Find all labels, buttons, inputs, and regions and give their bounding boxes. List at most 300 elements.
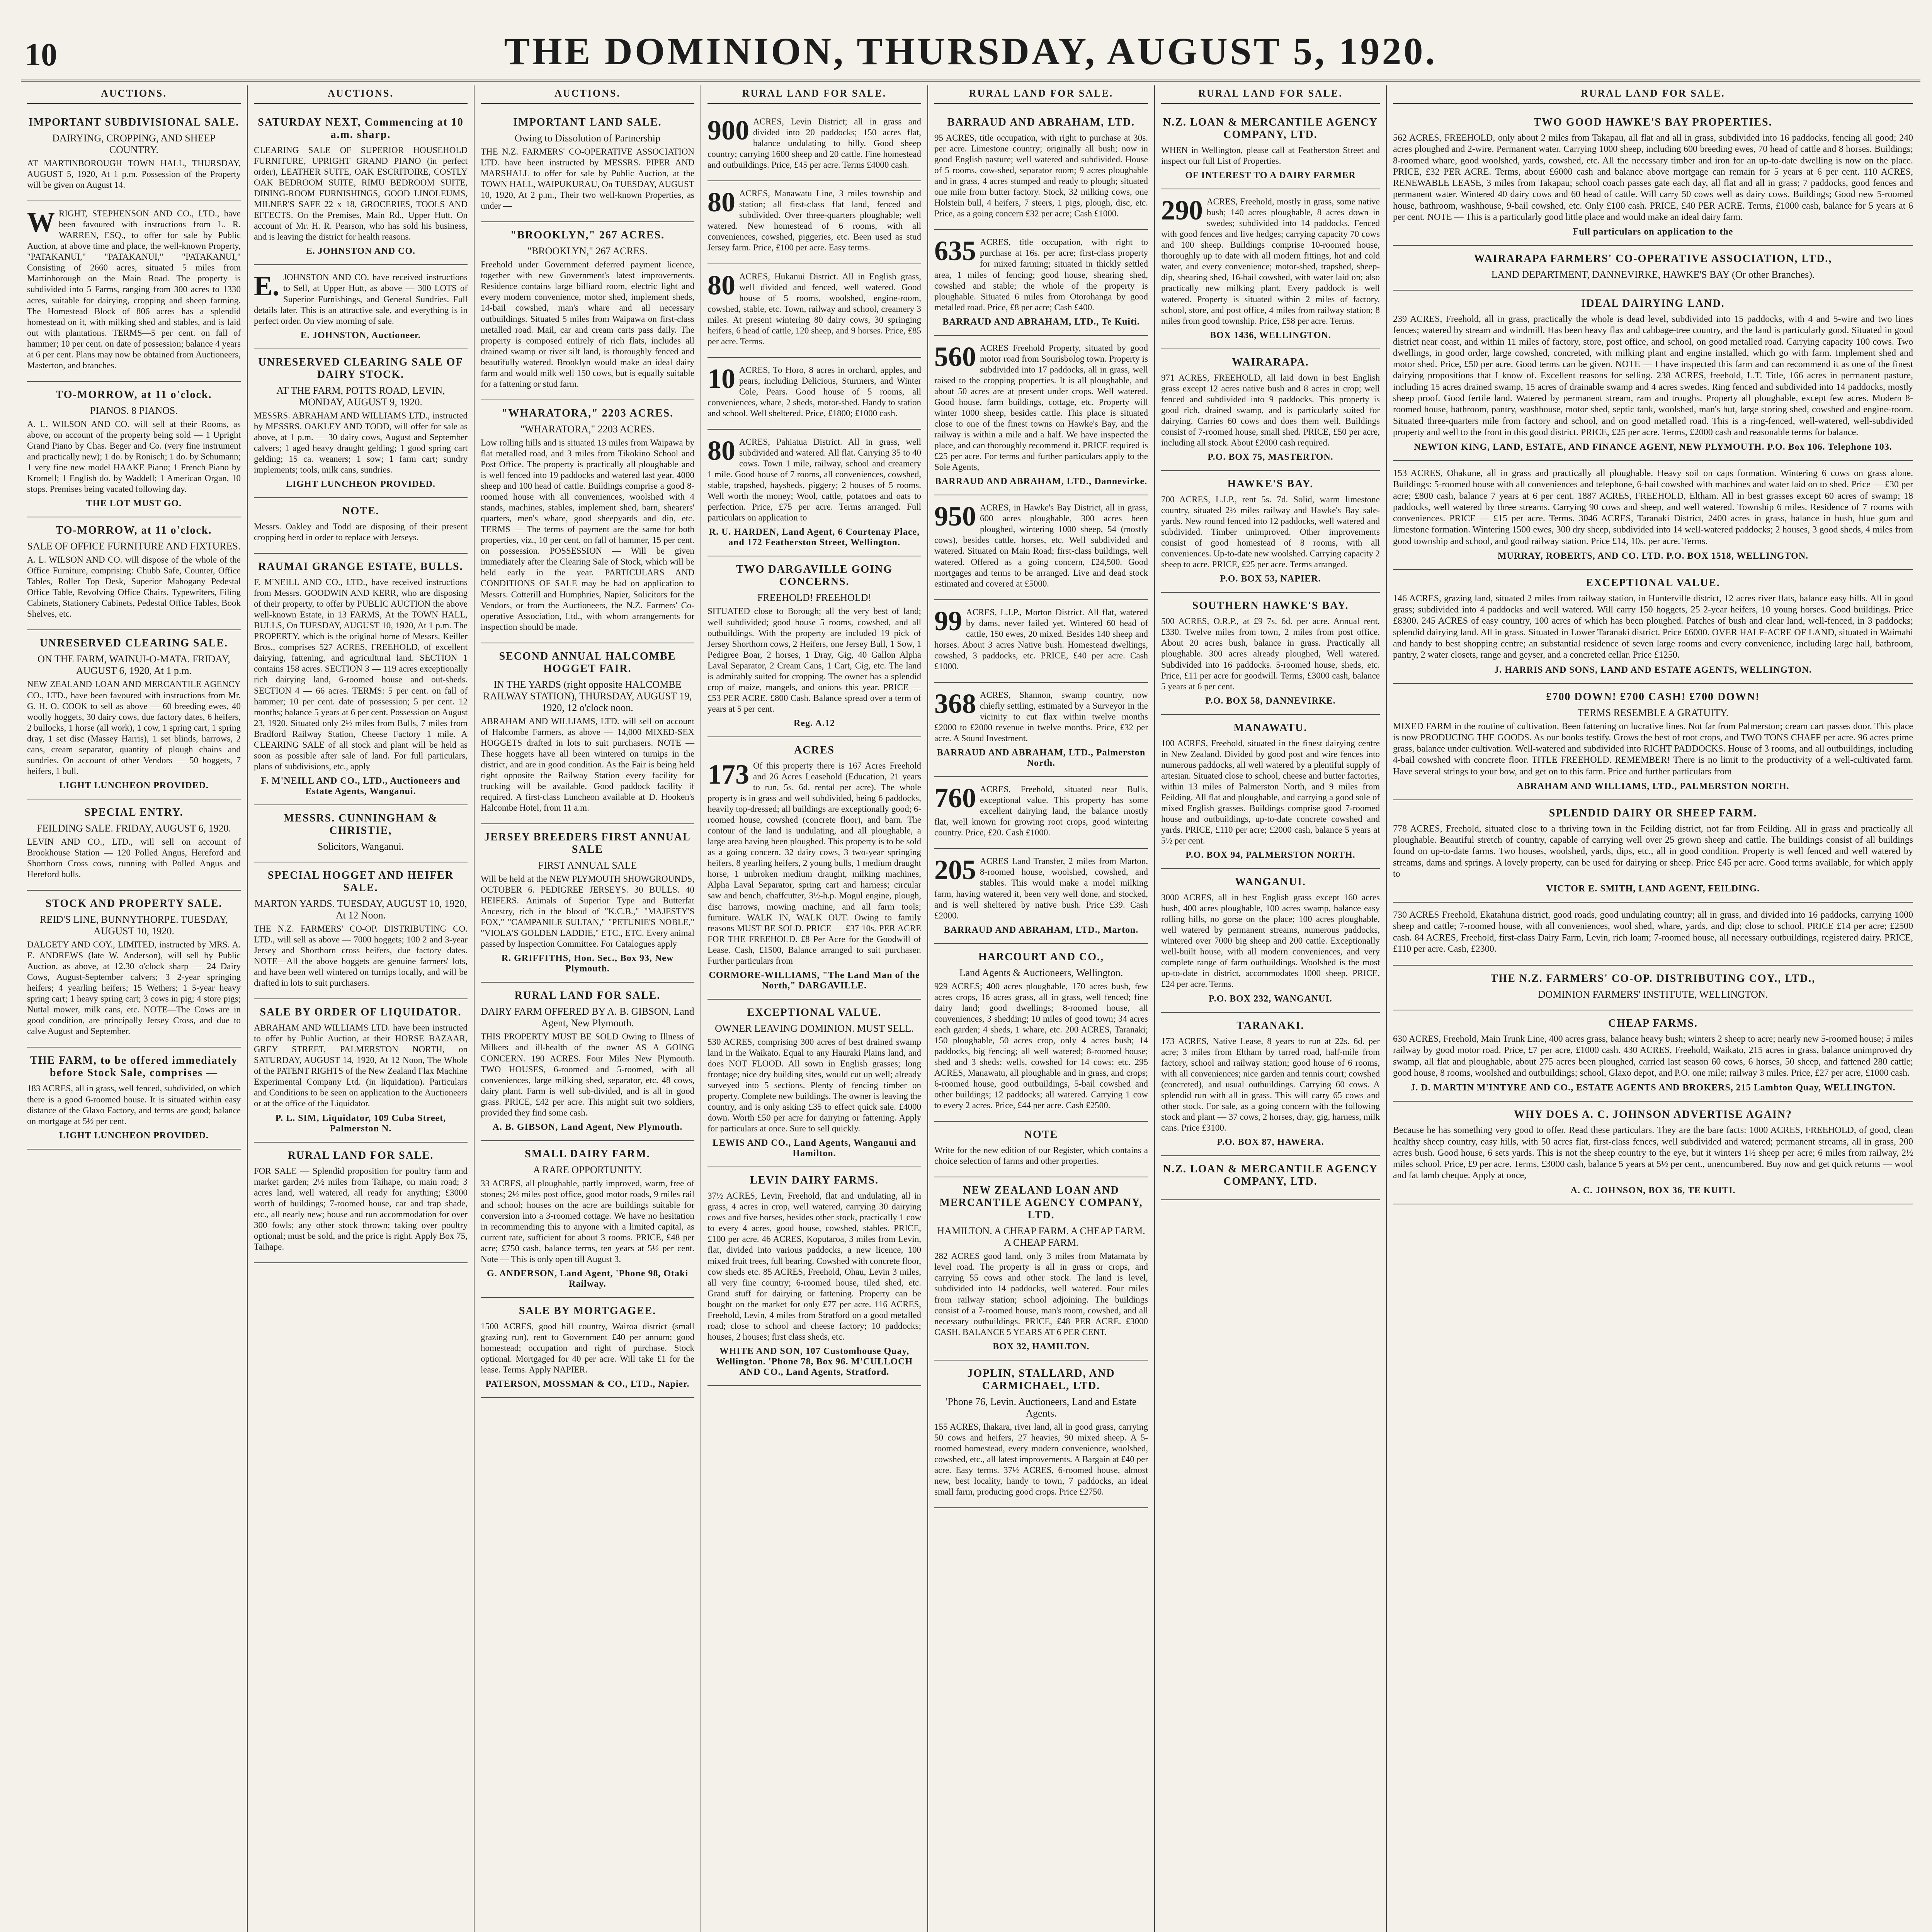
advertisement	[481, 983, 694, 1141]
ad-title: IMPORTANT LAND SALE.	[513, 116, 662, 128]
ad-body-text: ACRES, Levin District; all in grass and divided into 20 paddocks; 150 acres flat, balance undulating to hilly. Good sheep country; carrying 1600 sheep and 20 cattle. Fine homestead and outbuildings. Price, £45 per acre. Terms £4000 cash.	[707, 117, 921, 170]
ad-subtitle: REID'S LINE, BUNNYTHORPE. TUESDAY, AUGUST 10, 1920.	[40, 914, 228, 937]
ad-body	[27, 554, 241, 619]
ad-subtitle: A RARE OPPORTUNITY.	[533, 1164, 642, 1175]
ad-signature: P. L. SIM, Liquidator, 109 Cuba Street, Palmerston N.	[275, 1113, 446, 1134]
advertisement	[27, 1048, 241, 1149]
newspaper-title: THE DOMINION, THURSDAY, AUGUST 5, 1920.	[504, 30, 1437, 73]
ad-body	[254, 923, 468, 988]
ad-body	[934, 133, 1148, 219]
ad-body-text: 33 ACRES, all ploughable, partly improved, warm, free of stones; 2½ miles post office, good motor roads, 9 miles rail and school; houses on the acre are buildings suitable for conversion into a 3-roomed cottage. We have no hesitation in recommending this to anyone with a limited capital, as current rate, sufficient for about 3 rooms. PRICE, £48 per acre; £750 cash, balance terms, ten years at 5½ per cent. Note — This is only open till August 3.	[481, 1178, 694, 1264]
ad-body-text: 3000 ACRES, all in best English grass except 160 acres bush, 400 acres ploughable, 100 acres swamp, balance easy rolling hills, no gorse on the place; 100 acres ploughable, well watered by permanent streams, numerous paddocks, wintered over 7000 big sheep and 200 cattle. Exceptionally well-built house, with all modern conveniences, and very complete range of farm outbuildings. Woolshed is the most up-to-date in district, accommodates 1000 sheep. PRICE, £24 per acre. Terms.	[1161, 893, 1380, 989]
ad-body	[1393, 721, 1913, 777]
ad-signature: P.O. BOX 58, DANNEVIRKE.	[1205, 696, 1336, 706]
ad-signature: G. ANDERSON, Land Agent, 'Phone 98, Otaki Railway.	[486, 1269, 689, 1289]
column-heading: AUCTIONS.	[254, 85, 468, 104]
ad-body	[254, 145, 468, 242]
ad-lead-figure: 10	[707, 363, 735, 394]
ad-signature: CORMORE-WILLIAMS, "The Land Man of the North," DARGAVILLE.	[709, 970, 920, 991]
ad-title: IMPORTANT SUBDIVISIONAL SALE.	[28, 116, 240, 128]
ad-title: THE N.Z. FARMERS' CO-OP. DISTRIBUTING COY., LTD.,	[1490, 973, 1816, 985]
ad-title: IDEAL DAIRYING LAND.	[1581, 298, 1725, 310]
advertisement	[1393, 684, 1913, 800]
ad-subtitle: "WHARATORA," 2203 ACRES.	[520, 423, 655, 435]
ad-lead-figure: 80	[707, 269, 735, 301]
advertisement	[934, 849, 1148, 944]
ad-signature: Full particulars on application to the	[1573, 227, 1733, 237]
ad-body-text: JOHNSTON AND CO. have received instructions to Sell, at Upper Hutt, as above — 300 LOTS of Superior Furnishings, and General Sundries. Full details later. This is an attractive sale, and everything is in perfect order. On view morning of sale.	[254, 272, 468, 326]
ad-signature: NEWTON KING, LAND, ESTATE, AND FINANCE AGENT, NEW PLYMOUTH. P.O. Box 106. Telephone 103.	[1414, 442, 1892, 452]
ad-title: SPECIAL HOGGET AND HEIFER SALE.	[267, 869, 454, 894]
ad-body	[27, 679, 241, 776]
ad-body-text: WHEN in Wellington, please call at Featherston Street and inspect our full List of Properties.	[1161, 145, 1380, 166]
ad-body-text: A. L. WILSON AND CO. will dispose of the whole of the Office Furniture, comprising: Chubb Safe, Counter, Office Tables, Roller Top Desk, Superior Mahogany Pedestal Office Table, Revolving Office Chairs, Typewriters, Filing Cabinets, Stationery Cabinets, Pedestal Office Tables, Book Shelves, etc.	[27, 555, 241, 619]
ad-body-text: CLEARING SALE OF SUPERIOR HOUSEHOLD FURNITURE, UPRIGHT GRAND PIANO (in perfect order), LEATHER SUITE, OAK ESCRITOIRE, COSTLY OAK BEDROOM SUITE, RIMU BEDROOM SUITE, DINING-ROOM FURNISHINGS, GOOD LINOLEUMS, MILNER'S SAFE 22 x 18, GROCERIES, TOOLS AND EFFECTS. On the Premises, Main Rd., Upper Hutt. On account of Mr. H. R. Pearson, who has sold his business, and is leaving the district for health reasons.	[254, 145, 468, 242]
ad-title: RURAL LAND FOR SALE.	[514, 990, 661, 1002]
ad-title: SMALL DAIRY FARM.	[525, 1148, 650, 1160]
column-4	[701, 85, 928, 1932]
ad-title: N.Z. LOAN & MERCANTILE AGENCY COMPANY, LTD.	[1163, 116, 1378, 141]
column-heading: AUCTIONS.	[27, 85, 241, 104]
ad-body	[934, 502, 1148, 589]
ad-signature: LIGHT LUNCHEON PROVIDED.	[59, 780, 209, 791]
advertisement	[481, 400, 694, 643]
ad-body-text: ACRES, Freehold, situated near Bulls, exceptional value. This property has some excellent dairying land, the balance mostly flat, well known for growing root crops, good wintering country. Price, £20. Cash £1000.	[934, 784, 1148, 838]
ad-body-text: ACRES, Freehold, mostly in grass, some native bush; 140 acres ploughable, 8 acres down in swedes; subdivided into 14 paddocks. Fenced with good fences and live hedges; carrying capacity 70 cows and 100 sheep. Buildings comprise 10-roomed house, thoroughly up to date with all modern fittings, hot and cold water, and every convenience; motor-shed, trapshed, sheep-dip, shearing shed, 16-bail cowshed, with water laid on; also practically new milking plant. Every paddock is well watered. Property is situated within 2 miles of factory, school, store, and post office, 4 miles from railway station; 8 miles from good township. Price, £58 per acre. Terms.	[1161, 197, 1380, 326]
ad-body-text: THE N.Z. FARMERS' CO-OP. DISTRIBUTING CO. LTD., will sell as above — 7000 hoggets; 100 2 and 3-year Jersey and Shorthorn cross heifers, due factory dates. NOTE—All the above hoggets are genuine farmers' lots, and have been well wintered on turnips locally, and will be drafted in lots to suit purchasers.	[254, 923, 468, 988]
ad-body	[1161, 494, 1380, 570]
ad-body	[27, 837, 241, 880]
ad-body	[1161, 372, 1380, 448]
ad-subtitle: DAIRYING, CROPPING, AND SHEEP COUNTRY.	[52, 133, 216, 155]
column-5	[928, 85, 1155, 1932]
ad-body	[1161, 145, 1380, 167]
ad-title: TWO GOOD HAWKE'S BAY PROPERTIES.	[1534, 116, 1772, 128]
ad-body	[481, 259, 694, 389]
ad-body-text: Of this property there is 167 Acres Freehold and 26 Acres Leasehold (Education, 21 years to run, 5s. 6d. rental per acre). The whole property is in grass and well subdivided, being 6 paddocks, heavily top-dressed; all buildings are exceptionally good; 6-roomed house, cowshed (concrete floor), and barn. The contour of the land is undulating, and all ploughable, a large area having been ploughed. This property is to be sold as a going concern. 32 dairy cows, 3 two-year springing heifers, 8 yearling heifers, 2 young bulls, 1 medium draught horse, 1 unbroken medium draught, milking machines, Alpha Laval Separator, spring cart and harness; circular saw and bench, chaffcutter, 3½-h.p. Mogul engine, plough, disc harrows, mowing machine, and all farm tools; furniture. WALK IN, WALK OUT. Owing to family reasons MUST BE SOLD. PRICE — £37 10s. PER ACRE FOR THE FREEHOLD. £8 Per Acre for the Goodwill of Lease. Cash, £1500, Balance arranged to suit purchaser. Further particulars from	[707, 760, 921, 966]
ad-body-text: F. M'NEILL AND CO., LTD., have received instructions from Messrs. GOODWIN AND KERR, who are disposing of their property, to offer by PUBLIC AUCTION the above well-known Estate, in 13 FARMS, At the TOWN HALL, BULLS, On TUESDAY, AUGUST 10, 1920, At 1 p.m. The PROPERTY, which is the original home of Messrs. Keiller Bros., comprises 527 ACRES, FREEHOLD, of excellent dairying, fattening, and agricultural land. SECTION 1 contains 158 acres. SECTION 3 — 119 acres exceptionally rich dairying land, 6-roomed house and out-sheds. SECTION 4 — 66 acres. TERMS: 5 per cent. on fall of hammer; 10 per cent. date of possession; 5 per cent. 12 months; balance 5 years at 6 per cent. Possession on August 23, 1920. Situated only 2½ miles from Bulls, 7 miles from Bradford Railway Station, Cheese Factory 1 mile. A CLEARING SALE of all stock and plant will be held as soon as possible after sale of land. For full particulars, plans of subdivisions, etc., apply	[254, 577, 468, 771]
column-heading: AUCTIONS.	[481, 85, 694, 104]
ad-signature: BARRAUD AND ABRAHAM, LTD., Palmerston North.	[937, 748, 1146, 769]
ad-body	[481, 716, 694, 813]
ad-title: JERSEY BREEDERS FIRST ANNUAL SALE	[484, 831, 691, 856]
ad-body-text: ACRES, in Hawke's Bay District, all in grass, 600 acres ploughable, 300 acres been ploughed, wintering 1000 sheep, 54 (mostly cows), besides cattle, horses, etc. Well subdivided and watered. Situated on Main Road; first-class buildings, well watered. Offered as a going concern, £24,500. Good mortgages and terms to be arranged. Live and dead stock estimated and covered at £5000.	[934, 503, 1148, 588]
column-1	[21, 85, 248, 1932]
ad-title: TO-MORROW, at 11 o'clock.	[56, 388, 212, 401]
ad-body-text: ACRES, To Horo, 8 acres in orchard, apples, and pears, including Delicious, Sturmers, and Winter Cole, Pears. Good house of 5 rooms, all conveniences, whare, 2 sheds, motor-shed. Handy to station and school. Well sheltered. Price, £1800; £1000 cash.	[707, 365, 921, 418]
ad-lead-figure: E.	[254, 270, 280, 302]
ad-body-text: AT MARTINBOROUGH TOWN HALL, THURSDAY, AUGUST 5, 1920, At 1 p.m. Possession of the Property will be given on August 14.	[27, 158, 241, 190]
ad-subtitle: IN THE YARDS (right opposite HALCOMBE RAILWAY STATION), THURSDAY, AUGUST 19, 1920, 12 o'clock noon.	[483, 679, 692, 713]
ad-body	[1393, 468, 1913, 547]
advertisement	[1393, 246, 1913, 291]
ad-subtitle: Land Agents & Auctioneers, Wellington.	[959, 967, 1123, 978]
ad-signature: J. HARRIS AND SONS, LAND AND ESTATE AGENTS, WELLINGTON.	[1494, 665, 1812, 675]
advertisement	[1161, 593, 1380, 714]
ad-body	[934, 237, 1148, 313]
ad-title: SECOND ANNUAL HALCOMBE HOGGET FAIR.	[499, 650, 676, 675]
ad-subtitle: LAND DEPARTMENT, DANNEVIRKE, HAWKE'S BAY (Or other Branches).	[1491, 269, 1815, 281]
ad-signature: THE LOT MUST GO.	[86, 498, 182, 509]
ad-body	[1393, 314, 1913, 438]
ad-subtitle: 'Phone 76, Levin. Auctioneers, Land and Estate Agents.	[946, 1396, 1137, 1419]
advertisement	[707, 264, 921, 358]
ad-body	[1161, 1036, 1380, 1133]
ad-body-text: SITUATED close to Borough; all the very best of land; well subdivided; good house 5 rooms, cowshed, and all outbuildings. With the property are included 19 pick of Jersey Shorthorn cows, 2 Heifers, one Jersey Bull, 1 Sow, 1 Pedigree Boar, 2 horses, 1 Dray, Gig, 40 Gallon Alpha Laval Separator, 2 Cream Cans, 1 Cart, Gig, etc. The land is admirably suited for cropping. The owner has a splendid crop of maize, mangels, and onions this year. PRICE — £53 PER ACRE. £800 Cash. Balance spread over a term of years at 5 per cent.	[707, 606, 921, 714]
ad-body	[27, 158, 241, 190]
ad-subtitle: TERMS RESEMBLE A GRATUITY.	[1577, 707, 1729, 718]
ad-body-text: 700 ACRES, L.I.P., rent 5s. 7d. Solid, warm limestone country, situated 2½ miles railway and Hawke's Bay sale-yards. New round fenced into 12 paddocks, well watered and subdivided. Timber unimproved. Other improvements consist of good homestead of 8 rooms, with all conveniences. Up-to-date new woolshed. Carrying capacity 2 sheep to acre. PRICE, £25 per acre. Terms arranged.	[1161, 494, 1380, 570]
advertisement	[254, 862, 468, 999]
ad-body	[707, 1037, 921, 1134]
advertisement	[1393, 1010, 1913, 1102]
ad-title: JOPLIN, STALLARD, AND CARMICHAEL, LTD.	[967, 1367, 1115, 1392]
ad-title: SATURDAY NEXT, Commencing at 10 a.m. sharp.	[258, 116, 464, 141]
ad-title: WHY DOES A. C. JOHNSON ADVERTISE AGAIN?	[1514, 1109, 1793, 1121]
ad-title: STOCK AND PROPERTY SALE.	[45, 898, 223, 910]
ad-title: BARRAUD AND ABRAHAM, LTD.	[947, 116, 1135, 128]
advertisement	[1393, 109, 1913, 246]
ad-signature: ABRAHAM AND WILLIAMS, LTD., PALMERSTON NORTH.	[1517, 781, 1789, 791]
advertisement	[27, 517, 241, 630]
ad-body	[27, 419, 241, 495]
ad-title: SALE BY MORTGAGEE.	[519, 1305, 656, 1317]
advertisement	[934, 1177, 1148, 1360]
ad-title: HAWKE'S BAY.	[1227, 478, 1314, 490]
ad-body-text: 1500 ACRES, good hill country, Wairoa district (small grazing run), rent to Government £40 per annum; good homestead; occupation and right of purchase. Stock optional. Mortgaged for 40 per acre. Will take £1 for the lease. Terms. Apply NAPIER.	[481, 1321, 694, 1375]
ad-title: HARCOURT AND CO.,	[978, 951, 1104, 963]
ad-body-text: Will be held at the NEW PLYMOUTH SHOWGROUNDS, OCTOBER 6. PEDIGREE JERSEYS. 30 BULLS. 40 HEIFERS. Animals of Superior Type and Butterfat Ancestry, rich in the blood of "K.C.B.," "MAJESTY'S FOX," "CAMPANILE SULTAN," "PETUNIE'S NOBLE," "VIOLA'S GOLDEN LADDIE," ETC., ETC. Every animal passed by Inspection Committee. For Catalogues apply	[481, 874, 694, 949]
ad-title: NEW ZEALAND LOAN AND MERCANTILE AGENCY COMPANY, LTD.	[939, 1184, 1143, 1221]
ad-subtitle: DOMINION FARMERS' INSTITUTE, WELLINGTON.	[1538, 989, 1768, 1000]
ad-title: WAIRARAPA.	[1232, 356, 1309, 368]
ad-signature: BARRAUD AND ABRAHAM, LTD., Dannevirke.	[935, 476, 1148, 487]
advertisement	[481, 643, 694, 824]
ad-body-text: MESSRS. ABRAHAM AND WILLIAMS LTD., instructed by MESSRS. OAKLEY AND TODD, will offer for sale as above, at 1 p.m. — 30 dairy cows, August and September calvers; 1 aged heavy draught gelding; 1 good spring cart gelding; 15 ca. weaners; 1 sow; 1 farm cart; sundry implements; tools, milk cans, sundries.	[254, 410, 468, 474]
ad-body-text: Freehold under Government deferred payment licence, together with new Government's latest improvements. Residence contains large billiard room, electric light and every modern convenience, motor shed, implement sheds, 14-bail cowshed, man's whare and all necessary outbuildings. Situated 5 miles from Waipawa on first-class metalled road. Mail, car and cream carts pass daily. The property is composed entirely of rich flats, includes all drained swamp or river silt land, is thoroughly fenced and beautifully watered. Brooklyn would make an ideal dairy farm and would milk well 150 cows, but is equally suitable for a fattening or stud farm.	[481, 260, 694, 389]
advertisement	[707, 1000, 921, 1167]
advertisement	[707, 358, 921, 430]
advertisement	[1393, 291, 1913, 461]
advertisement	[27, 630, 241, 799]
advertisement	[1393, 461, 1913, 570]
ad-signature: E. JOHNSTON AND CO.	[306, 246, 416, 257]
ad-body-text: 778 ACRES, Freehold, situated close to a thriving town in the Feilding district, not far from Feilding. All in grass and practically all ploughable. Beautiful stretch of country, capable of carrying well over 25 grown sheep and cattle. The buildings consist of all buildings found on up-to-date farms. Two houses, woolshed, yards, dips, etc., all in good condition. Property is well fenced and well watered by streams, dams and springs. A lovely property, can be used for dairying or sheep. Price £45 per acre. Good terms available, for which apply to	[1393, 823, 1913, 879]
ad-body	[481, 1178, 694, 1265]
advertisement	[934, 1122, 1148, 1177]
ad-body	[1393, 1034, 1913, 1079]
ad-title: RURAL LAND FOR SALE.	[287, 1149, 434, 1162]
ad-subtitle: MARTON YARDS. TUESDAY, AUGUST 10, 1920, At 12 Noon.	[254, 898, 467, 921]
ad-body	[481, 1031, 694, 1118]
ad-title: EXCEPTIONAL VALUE.	[1586, 577, 1720, 589]
ad-signature: LIGHT LUNCHEON PROVIDED.	[286, 479, 435, 489]
ad-title: £700 DOWN! £700 CASH! £700 DOWN!	[1546, 690, 1760, 703]
advertisement	[481, 222, 694, 400]
ad-body-text: ACRES, title occupation, with right to purchase at 16s. per acre; first-class property for mixed farming; situated in thickly settled area, 1 miles of fencing; good house, shearing shed, cowshed and stable; the whole of the property is ploughable. Situated 6 miles from Otorohanga by good metalled road. Price, £8 per acre; Cash £400.	[934, 237, 1148, 312]
ad-body	[934, 690, 1148, 744]
column-7	[1387, 85, 1919, 1932]
ad-lead-figure: 80	[707, 187, 735, 218]
ad-lead-figure: 173	[707, 759, 749, 790]
ad-body	[934, 784, 1148, 838]
ad-body	[254, 577, 468, 772]
ad-body	[481, 1321, 694, 1375]
ad-body	[934, 343, 1148, 473]
ad-body	[481, 146, 694, 211]
ad-subtitle: ON THE FARM, WAINUI-O-MATA. FRIDAY, AUGUST 6, 1920, At 1 p.m.	[37, 653, 230, 677]
ad-body	[934, 1145, 1148, 1167]
column-heading: RURAL LAND FOR SALE.	[1393, 85, 1913, 104]
ad-signature: BOX 1436, WELLINGTON.	[1210, 330, 1331, 340]
ad-lead-figure: 560	[934, 341, 976, 372]
ad-signature: Reg. A.12	[794, 718, 835, 728]
ad-body-text: Write for the new edition of our Register, which contains a choice selection of farms and other properties.	[934, 1145, 1148, 1166]
ad-signature: P.O. BOX 75, MASTERTON.	[1208, 452, 1333, 462]
ad-body-text: Messrs. Oakley and Todd are disposing of their present cropping herd in order to replace with Jerseys.	[254, 521, 468, 542]
ad-body-text: 100 ACRES, Freehold, situated in the finest dairying centre in New Zealand. Divided by good post and wire fences into numerous paddocks, all well watered by a plentiful supply of artesian. Situated close to school, cheese and butter factories, within 13 miles of Palmerston North, and 9 miles from Feilding. All flat and ploughable, and carrying a good sole of mixed English grasses. Buildings comprise good 7-roomed house and outbuildings, up-to-date concrete cowshed and yards. PRICE, £110 per acre; £2000 cash, balance 5 years at 5½ per cent.	[1161, 738, 1380, 846]
ad-subtitle: FEILDING SALE. FRIDAY, AUGUST 6, 1920.	[37, 822, 231, 834]
ad-title: ACRES	[794, 744, 835, 756]
ad-title: TO-MORROW, at 11 o'clock.	[56, 524, 212, 537]
ad-body-text: 562 ACRES, FREEHOLD, only about 2 miles from Takapau, all flat and all in grass, subdivided into 16 paddocks, fencing all good; 240 acres ploughed and 2-wire. Permanent water. Carrying 1000 sheep, including 600 breeding ewes, 70 head of cattle and 8 horses. Buildings; 8-roomed whare, good woolshed, yards, cowshed, etc. All the necessary timber and iron for an up-to-date dwelling is now on the place. PRICE, £32 PER ACRE. Terms, about £6000 cash and balance above mortgage can remain for 5 years at 6 per cent. 110 ACRES, RENEWABLE LEASE, 3 miles from Takapau; school coach passes gate each day, all flat and all in grass; 7 paddocks, good fences and permanent water. Wintered 40 dairy cows and 60 head of cattle. Will carry 50 cows well as dairy cows. Buildings; Good new 5-roomed house, bathroom, washhouse, 9-bail cowshed, etc. Only £100 cash. PRICE, £40 PER ACRE. Terms, £1000 cash, balance for 5 years at 6 per cent. NOTE — This is a particularly good little place and would make an ideal dairy farm.	[1393, 133, 1913, 222]
ad-title: N.Z. LOAN & MERCANTILE AGENCY COMPANY, LTD.	[1163, 1163, 1378, 1187]
ad-subtitle: HAMILTON. A CHEAP FARM. A CHEAP FARM. A CHEAP FARM.	[937, 1225, 1145, 1248]
ad-body	[707, 606, 921, 714]
ad-body-text: THE N.Z. FARMERS' CO-OPERATIVE ASSOCIATION LTD. have been instructed by MESSRS. PIPER AND MARSHALL to offer for sale by Public Auction, at the TOWN HALL, WAIPUKURAU, On TUESDAY, AUGUST 10, 1920, At 2 p.m., Their two well-known Properties, as under —	[481, 147, 694, 211]
ad-body	[1161, 616, 1380, 692]
advertisement	[934, 944, 1148, 1122]
ad-body	[707, 760, 921, 966]
ad-body-text: 173 ACRES, Native Lease, 8 years to run at 22s. 6d. per acre; 3 miles from Eltham by tarred road, half-mile from factory, school and railway station; good house of 6 rooms, with all conveniences; nice garden and tennis court; cowshed (concreted), and usual outbuildings. Carrying 60 cows. A splendid run with all in grass. This will carry 65 cows and other stock. For sale, as a going concern with the following stock and plant — 37 cows, 2 horses, dray, gig, harness, milk cans. Price £3100.	[1161, 1036, 1380, 1133]
column-heading: RURAL LAND FOR SALE.	[1161, 85, 1380, 104]
ad-signature: P.O. BOX 94, PALMERSTON NORTH.	[1185, 850, 1355, 861]
ad-body	[1161, 892, 1380, 990]
advertisement	[1161, 1013, 1380, 1156]
ad-lead-figure: 99	[934, 605, 962, 636]
ad-title: WAIRARAPA FARMERS' CO-OPERATIVE ASSOCIATION, LTD.,	[1474, 253, 1832, 265]
advertisement	[27, 109, 241, 201]
ad-body-text: 146 ACRES, grazing land, situated 2 miles from railway station, in Hunterville district, 12 acres river flats, balance easy hills. All in good grass; subdivided into 4 paddocks and well watered. Will carry 150 hoggets, 25 2-year heifers, 10 young horses. Good buildings. Price £8300. 245 ACRES of easy country, 100 acres of which has been ploughed. Patches of bush and clear land, well-fenced, in 3 paddocks; splendid dairying land. All in grass. Situated in Lower Taranaki district. Price £6000. OVER HALF-ACRE OF LAND, situated in Waimahi and handy to best shopping centre; an substantial residence of seven large rooms and every convenience, including large hall, bathroom, pantry, 2 water closets, range and geyser, and a concreted cellar. Price £1250.	[1393, 593, 1913, 660]
ad-body	[707, 437, 921, 523]
ad-subtitle: Owing to Dissolution of Partnership	[515, 133, 660, 144]
advertisement	[1393, 966, 1913, 1010]
ad-title: NOTE	[1024, 1129, 1058, 1141]
ad-body-text: 239 ACRES, Freehold, all in grass, practically the whole is dead level, subdivided into 15 paddocks, with 4 and 5-wire and two lines fences; watered by stream and windmill. Has been heavy flax and cabbage-tree country, and the land is particularly good. Situated in good district near coast, and within 11 miles of factory, store, post office, and school, on good metalled road. Carrying capacity 100 cows. Two dwellings, in good order, large cowshed, concreted, with milking plant and engine installed, which go with farm. Implement shed and motor shed. Price, £50 per acre. Good terms can be given. NOTE — I have inspected this farm and can recommend it as one of the finest dairying propositions that I know of. Excellent reasons for selling. 238 ACRES, freehold, L.T. Title, 166 acres in permanent pasture, including 15 acres drained swamp, 15 acres of drainable swamp and 4 acres swedes. Ring fenced and subdivided into 14 paddocks, mostly sheep proof. Good fertile land. Watered by permanent stream, ram and troughs. Property all ploughable, except few acres. Modern 8-roomed house, bathroom, pantry, washhouse, motor shed, septic tank, woolshed, man's hut, large storing shed, cowshed and engine-room. Situated three-quarters mile from factory and school, and on good metalled road. This is a ring-fenced, well-watered, well-subdivided property and well to the front in this good district. PRICE, £25 per acre. Terms, £2000 cash and reasonable terms for balance.	[1393, 314, 1913, 437]
ad-subtitle: DAIRY FARM OFFERED BY A. B. GIBSON, Land Agent, New Plymouth.	[481, 1006, 694, 1029]
ad-title: UNRESERVED CLEARING SALE OF DAIRY STOCK.	[258, 356, 463, 381]
ad-signature: LIGHT LUNCHEON PROVIDED.	[59, 1130, 209, 1141]
ad-body-text: THIS PROPERTY MUST BE SOLD Owing to Illness of Milkers and ill-health of the owner AS A GOING CONCERN. 190 ACRES. Four Miles New Plymouth. TWO HOUSES, 6-roomed and 5-roomed, with all conveniences, large milking shed, separator, etc. 48 cows, dairy plant. Farm is well sub-divided, and is all in good grass. PRICE, £42 per acre. This might suit two soldiers, provided they find some cash.	[481, 1032, 694, 1117]
ad-signature: LEWIS AND CO., Land Agents, Wanganui and Hamilton.	[712, 1138, 917, 1159]
ad-signature: P.O. BOX 53, NAPIER.	[1220, 574, 1321, 584]
ad-signature: PATERSON, MOSSMAN & CO., LTD., Napier.	[485, 1379, 690, 1389]
ad-title: "WHARATORA," 2203 ACRES.	[501, 407, 674, 419]
ad-lead-figure: 900	[707, 115, 749, 146]
ad-body-text: NEW ZEALAND LOAN AND MERCANTILE AGENCY CO., LTD., have been favoured with instructions from Mr. G. H. O. COOK to sell as above — 60 breeding ewes, 40 woolly hoggets, 30 dairy cows, due factory dates, 6 heifers, 2 bullocks, 1 horse (all work), 1 cow, 1 spring cart, 1 spring dray, 1 set disc (Massey Harris), 1 set blinds, harrows, 2 cans, cream separator, quantity of plough chains and sundries. On account of other Vendors — 50 hoggets, 7 heifers, 1 bull.	[27, 679, 241, 776]
ad-lead-figure: 368	[934, 688, 976, 719]
ad-body	[934, 856, 1148, 921]
ad-body-text: 155 ACRES, Ihakara, river land, all in good grass, carrying 50 cows and heifers, 27 heavies, 90 mixed sheep. A 5-roomed homestead, every modern convenience, woolshed, cowshed, etc., all latest improvements. A Bargain at £40 per acre. Easy terms. 37½ ACRES, 6-roomed house, almost new, best locality, handy to town, 7 paddocks, an ideal small farm, producing good crops. Price £2750.	[934, 1422, 1148, 1497]
ad-subtitle: "BROOKLYN," 267 ACRES.	[527, 245, 648, 257]
ad-body-text: ACRES, Hukanui District. All in English grass, well divided and fenced, well watered. Good house of 5 rooms, woolshed, engine-room, cowshed, stable, etc. Town, railway and school, creamery 3 miles. At present wintering 80 dairy cows, 30 springing heifers, 6 head of cattle, 120 sheep, and 9 horses. Price, £85 per acre. Terms.	[707, 271, 921, 346]
ad-body-text: FOR SALE — Splendid proposition for poultry farm and market garden; 2½ miles from Taihape, on main road; 3 acres land, well watered, all ready for anything; £3000 worth of buildings; 7-roomed house, car and trap shade, etc., all nearly new; house and run accommodation for over 300 fowls; any other stock thrown; taking over poultry optional; must be sold, and the price is right. Apply Box 75, Taihape.	[254, 1166, 468, 1252]
ad-body-text: 971 ACRES, FREEHOLD, all laid down in best English grass except 12 acres native bush and 8 acres in crop; well fenced and subdivided into 9 paddocks. This property is good rich, drained swamp, and is particularly suited for dairying. Carries 60 cows and does them well. Buildings consist of 7-roomed house, small shed. PRICE, £50 per acre, including all stock. About £2000 cash required.	[1161, 372, 1380, 447]
ad-body	[254, 521, 468, 543]
advertisement	[934, 109, 1148, 230]
advertisement	[1161, 1156, 1380, 1200]
ad-body-text: 630 ACRES, Freehold, Main Trunk Line, 400 acres grass, balance heavy bush; winters 2 sheep to acre; nearly new 5-roomed house; 5 miles railway by good motor road. Price, £7 per acre, £1000 cash. 430 ACRES, Freehold, Waikato, 215 acres in grass, balance unimproved dry swamp, all flat and ploughable, about 275 acres been ploughed, carried last season 60 cows, 6 horses, 50 sheep, and fattened 280 cattle; good house, 8 rooms, woolshed and outbuildings; school, Glaxo depot, and P.O. one mile; railway 3 miles. Price, £27 per acre, £1000 cash.	[1393, 1034, 1913, 1078]
ad-subtitle: OWNER LEAVING DOMINION. MUST SELL.	[715, 1022, 914, 1034]
column-2	[248, 85, 474, 1932]
ad-subtitle: AT THE FARM, POTTS ROAD, LEVIN, MONDAY, AUGUST 9, 1920.	[276, 384, 445, 408]
ad-subtitle: PIANOS. 8 PIANOS.	[90, 405, 178, 416]
ad-body-text: 929 ACRES; 400 acres ploughable, 170 acres bush, few acres crops, 16 acres grass, all in grass, well fenced; fine dairy land; good dwellings; 8-roomed house, all conveniences, 3 shedding; 10 miles of good town; 34 acres each garden; 4 sheds, 1 whare, etc. 200 ACRES, Taranaki; 150 ploughable, 50 acres crop, only 4 acres bush; 14 paddocks, big fencing; all well watered; 8-roomed house; shed and 3 sheds; wells, cowshed for 14 cows; etc. 295 ACRES, Manawatu, all ploughable and in grass, and crops; 6-roomed house, good outbuildings, 5-bail cowshed and other buildings; 12 paddocks; all watered. Carrying 1 cow to every 2 acres. Price, £44 per acre. Cash £2500.	[934, 981, 1148, 1111]
ad-body	[1161, 196, 1380, 327]
ad-title: NOTE.	[342, 505, 379, 517]
advertisement	[1161, 109, 1380, 189]
advertisement	[934, 777, 1148, 849]
advertisement	[254, 498, 468, 554]
masthead	[21, 15, 1920, 82]
ad-lead-figure: 950	[934, 501, 976, 532]
advertisement	[254, 805, 468, 862]
advertisement	[1393, 903, 1913, 966]
advertisement	[707, 109, 921, 181]
ad-lead-figure: 635	[934, 235, 976, 267]
ad-signature: A. C. JOHNSON, BOX 36, TE KUITI.	[1570, 1185, 1736, 1196]
ad-title: SOUTHERN HAWKE'S BAY.	[1192, 600, 1349, 612]
ad-body-text: ABRAHAM AND WILLIAMS, LTD. will sell on account of Halcombe Farmers, as above — 14,000 MIXED-SEX HOGGETS drafted in lots to suit purchasers. NOTE — These hoggets have all been wintered on turnips in the district, and are in good condition. As the Fair is being held right opposite the Railway Station every facility for trucking will be available. Good paddock facility if required. A first-class Luncheon available at D. Hooken's Halcombe Hotel, from 11 a.m.	[481, 716, 694, 813]
ad-body-text: ACRES, Manawatu Line, 3 miles township and station; all first-class flat land, fenced and subdivided. Over three-quarters ploughable; well watered. New homestead of 6 rooms, with all conveniences, cowshed, piggeries, etc. Been used as stud Jersey farm. Price, £100 per acre. Easy terms.	[707, 189, 921, 253]
advertisement	[707, 181, 921, 264]
ad-body-text: 183 ACRES, all in grass, well fenced, subdivided, on which there is a good 6-roomed house. It is situated within easy distance of the Glaxo Factory, and terms are good; balance on mortgage at 5½ per cent.	[27, 1083, 241, 1126]
ad-signature: BOX 32, HAMILTON.	[993, 1341, 1090, 1352]
ad-signature: WHITE AND SON, 107 Customhouse Quay, Wellington. 'Phone 78, Box 96. M'CULLOCH AND CO., Land Agents, Stratford.	[716, 1346, 913, 1377]
ad-signature: P.O. BOX 232, WANGANUI.	[1209, 993, 1332, 1004]
advertisement	[707, 556, 921, 737]
ad-body-text: ACRES, L.I.P., Morton District. All flat, watered by dams, never failed yet. Wintered 60 head of cattle, 150 ewes, 20 mixed. Besides 140 sheep and horses. About 3 acres Native bush. Homestead dwellings, cowshed, 3 paddocks, etc. PRICE, £40 per acre. Cash £1000.	[934, 607, 1148, 671]
ad-body-text: ACRES Freehold Property, situated by good motor road from Sourisbolog town. Property is subdivided into 17 paddocks, all in grass, well raised to the cropping properties. It is all ploughable, and about 50 acres are at present under crops. Well watered. Good house, farm buildings, cottage, etc. Property will winter 1000 sheep, besides cattle. This place is situated close to one of the finest towns on Hawke's Bay, and the railway is within a mile and a half. We have inspected the place, and can thoroughly recommend it. PRICE required is £25 per acre. For terms and further particulars apply to the Sole Agents,	[934, 343, 1148, 472]
advertisement	[481, 824, 694, 983]
advertisement	[1161, 349, 1380, 471]
advertisement	[481, 1298, 694, 1398]
ad-body	[254, 1166, 468, 1252]
ad-subtitle: FIRST ANNUAL SALE	[538, 860, 637, 871]
ad-body	[1393, 910, 1913, 955]
ad-body	[254, 272, 468, 326]
advertisement	[1393, 1102, 1913, 1204]
advertisement	[1393, 570, 1913, 684]
ad-title: "BROOKLYN," 267 ACRES.	[510, 229, 665, 242]
ad-lead-figure: 80	[707, 435, 735, 466]
ad-body-text: ACRES Land Transfer, 2 miles from Marton, 8-roomed house, woolshed, cowshed, and stables. This would make a model milking farm, having watered it, been very well done, and stocked, and is well sheltered by native bush. Price £39. Cash £2000.	[934, 856, 1148, 920]
ad-signature: OF INTEREST TO A DAIRY FARMER	[1185, 170, 1356, 181]
ad-body-text: Low rolling hills and is situated 13 miles from Waipawa by flat metalled road, and 3 miles from Tikokino School and Post Office. The property is practically all ploughable and is well fenced into 19 paddocks and watered last year. 4000 sheep and 100 head of cattle. Buildings comprise a good 8-roomed house with all conveniences, woolshed with 4 stands, machines, stables, implement shed, barn, shearers' quarters, men's whare, good sheepyards and dip, etc. TERMS — The terms of payment are the same for both properties, viz., 10 per cent. on fall of hammer, 15 per cent. on possession. POSSESSION — Will be given immediately after the Clearing Sale of Stock, which will be held early in the year. PARTICULARS AND CONDITIONS OF SALE may be had on application to Messrs. Cotterill and Humphries, Napier, Solicitors for the Vendors, or from the Auctioneers, the N.Z. Farmers' Co-operative Association, Ltd., with whom arrangements for inspection should be made.	[481, 437, 694, 632]
ad-signature: BARRAUD AND ABRAHAM, LTD., Te Kuiti.	[942, 316, 1140, 327]
advertisement	[481, 1141, 694, 1298]
ad-body	[481, 437, 694, 633]
column-heading: RURAL LAND FOR SALE.	[707, 85, 921, 104]
ad-body-text: 500 ACRES, O.R.P., at £9 7s. 6d. per acre. Annual rent, £330. Twelve miles from town, 2 miles from post office. About 20 acres bush, balance in grass. Practically all ploughable. 300 acres already ploughed, Well watered. Subdivided into 16 paddocks. 5-roomed house, sheds, etc. Price, £11 per acre for goodwill. Terms, £3000 cash, balance 5 years at 6 per cent.	[1161, 616, 1380, 691]
ad-body-text: DALGETY AND COY., LIMITED, instructed by MRS. A. E. ANDREWS (late W. Anderson), will sell by Public Auction, as above, at 12.30 o'clock sharp — 24 Dairy Cows, August-September calvers; 3 2-year springing heifers; 4 yearling heifers; 15 Wethers; 1 5-year heavy spring cart; 1 heavy spring cart; 3 cows in pig; 4 store pigs; Nuttal mower, milk cans, etc. NOTE—The Cows are in good condition, are principally Jersey Cross, and due to calve August and September.	[27, 940, 241, 1036]
ad-body	[707, 271, 921, 347]
columns-container	[21, 85, 1920, 1932]
ad-body-text: 282 ACRES good land, only 3 miles from Matamata by level road. The property is all in grass or crops, and carrying 55 cows and other stock. The land is level, subdivided into 14 paddocks, well watered. Four miles from railway station; school adjoining. The buildings consist of a 7-roomed house, man's room, cowshed, and all necessary outbuildings. PRICE, £48 PER ACRE. £3000 CASH. BALANCE 5 YEARS AT 6 PER CENT.	[934, 1251, 1148, 1337]
ad-body	[707, 116, 921, 170]
advertisement	[254, 265, 468, 349]
ad-title: SPLENDID DAIRY OR SHEEP FARM.	[1549, 807, 1757, 819]
ad-title: CHEAP FARMS.	[1608, 1017, 1698, 1030]
ad-body	[707, 188, 921, 253]
ad-body-text: A. L. WILSON AND CO. will sell at their Rooms, as above, on account of the property being sold — 1 Upright Grand Piano by Chas. Beger and Co. (very fine instrument and practically new); 1 do. by Ronisch; 1 do. by Schumann; 1 very fine new model HAAKE Piano; 1 French Piano by Kromell; 1 English do. by Waddell; 1 American Organ, 10 stops. Premises being vacated following day.	[27, 419, 241, 494]
ad-body-text: 95 ACRES, title occupation, with right to purchase at 30s. per acre. Limestone country; originally all bush; now in good English pasture; well watered and subdivided. House of 5 rooms, cow-shed, separator room; 9 acres ploughable and in grass, 4 acres stumped and ready to plough; situated one mile from butter factory. Stock, 32 milking cows, one Holstein bull, 4 heifers, 7 steers, 1 pigs, plough, disc, etc. Price, as a going concern £32 per acre; Cash £1000.	[934, 133, 1148, 219]
ad-body	[27, 208, 241, 371]
advertisement	[707, 1167, 921, 1386]
ad-signature: VICTOR E. SMITH, LAND AGENT, FEILDING.	[1546, 884, 1760, 894]
ad-body	[254, 1022, 468, 1109]
ad-body-text: ACRES, Pahiatua District. All in grass, well subdivided and watered. All flat. Carrying 35 to 40 cows. Town 1 mile, railway, school and creamery 1 mile. Good house of 7 rooms, all conveniences, cowshed, stable, trapshed, haysheds, piggery; 2 houses of 5 rooms. Well worth the money; Wool, cattle, potatoes and oats to perfection. Price, £75 per acre. Terms arranged. Full particulars on application to	[707, 437, 921, 523]
ad-signature: F. M'NEILL AND CO., LTD., Auctioneers and Estate Agents, Wanganui.	[261, 776, 461, 796]
ad-body-text: 153 ACRES, Ohakune, all in grass and practically all ploughable. Heavy soil on caps formation. Wintering 6 cows on grass alone. Buildings: 5-roomed house with all conveniences and telephone, 6-bail cowshed with machines and water laid on to shed. Price — £30 per acre; £800 cash, balance 7 years at 6 per cent. 1887 ACRES, FREEHOLD, Eltham. All in best grasses except 60 acres of swamp; 18 paddocks, well watered by three streams. Carrying 90 cows and sheep, and well watered. Township 6 miles. Residence of 7 rooms with conveniences. PRICE — £15 per acre. Terms. 3046 ACRES, Taranaki District, 2400 acres in grass, balance in bush, blue gum and limestone formation. Wintering 1500 ewes, 300 dry sheep, subdivided into 14 well-watered paddocks; 2 houses, 3 good sheds, 4 miles from good township and school, and good railway station. Price £14, 10s. per acre. Terms.	[1393, 468, 1913, 546]
ad-title: LEVIN DAIRY FARMS.	[750, 1174, 879, 1187]
ad-signature: E. JOHNSTON, Auctioneer.	[300, 330, 421, 340]
ad-lead-figure: 760	[934, 782, 976, 814]
ad-body	[707, 365, 921, 419]
ad-title: UNRESERVED CLEARING SALE.	[40, 637, 228, 650]
ad-body-text: 730 ACRES Freehold, Ekatahuna district, good roads, good undulating country; all in grass, and divided into 16 paddocks, carrying 1000 sheep and cattle; 7-roomed house, with all conveniences, wool shed, whare, yards, and dip; close to school. PRICE £14 per acre; £2500 cash. 84 ACRES, Freehold, first-class Dairy Farm, Levin, rich loam; 7-roomed house, all necessary outbuildings, registered dairy. PRICE, £110 per acre. Cash, £2300.	[1393, 910, 1913, 954]
ad-subtitle: SALE OF OFFICE FURNITURE AND FIXTURES.	[27, 541, 241, 552]
ad-body	[1393, 1125, 1913, 1181]
ad-body	[934, 607, 1148, 672]
ad-signature: MURRAY, ROBERTS, AND CO. LTD. P.O. BOX 1518, WELLINGTON.	[1497, 551, 1809, 561]
advertisement	[934, 600, 1148, 683]
advertisement	[254, 1143, 468, 1263]
ad-body	[481, 874, 694, 949]
ad-body	[934, 1251, 1148, 1337]
ad-body	[27, 1083, 241, 1126]
ad-body	[1161, 738, 1380, 846]
ad-signature: R. U. HARDEN, Land Agent, 6 Courtenay Place, and 172 Featherston Street, Wellington.	[709, 527, 920, 548]
ad-title: MANAWATU.	[1233, 721, 1308, 734]
advertisement	[934, 495, 1148, 600]
ad-body-text: MIXED FARM in the routine of cultivation. Been fattening on lucrative lines. Not far from Palmerston; cream cart passes door. This place is now PRODUCING THE GOODS. As our books testify. Grows the best of root crops, and TWO TONS CHAFF per acre. 96 acres prime grass, balance under cultivation. Well-watered and subdivided into RIGHT PADDOCKS. House of 3 rooms, and all outbuildings, including 4-bail cowshed with concrete floor. TITLE FREEHOLD. REMEMBER! There is no limit to the productivity of a well-cultivated farm. Have several strings to your bow, and get on to this farm. Price and further particulars from	[1393, 721, 1913, 777]
page-number: 10	[25, 37, 57, 73]
advertisement	[1161, 715, 1380, 869]
ad-title: MESSRS. CUNNINGHAM & CHRISTIE,	[284, 812, 438, 837]
ad-body	[934, 1422, 1148, 1497]
advertisement	[707, 737, 921, 1000]
ad-body	[707, 1190, 921, 1342]
ad-body-text: ABRAHAM AND WILLIAMS LTD. have been instructed to offer by Public Auction, at their HORSE BAZAAR, GREY STREET, PALMERSTON NORTH, on SATURDAY, AUGUST 14, 1920, At 12 Noon, The Whole of the PATENT RIGHTS of the New Zealand Flax Machine Experimental Company Ltd. (in liquidation). Particulars and Conditions to be seen on application to the Auctioneers or at the office of the Liquidator.	[254, 1023, 468, 1109]
advertisement	[1393, 800, 1913, 903]
ad-signature: A. B. GIBSON, Land Agent, New Plymouth.	[492, 1122, 683, 1132]
column-heading: RURAL LAND FOR SALE.	[934, 85, 1148, 104]
ad-lead-figure: 290	[1161, 195, 1203, 226]
ad-body-text: 37½ ACRES, Levin, Freehold, flat and undulating, all in grass, 4 acres in crop, well watered, carrying 30 dairying cows and five horses, besides other stock, practically 1 cow to every 4 acres, good house, cowshed, stables. PRICE, £100 per acre. 46 ACRES, Koputaroa, 3 miles from Levin, flat, divided into various paddocks, a new licence, 100 mixed fruit trees, full bearing. Cowshed with concrete floor, cow sheds etc. 85 ACRES, Freehold, Ohau, Levin 3 miles, all very fine country; 6-roomed house, tiled shed, etc. Grand stuff for dairying or fattening. Property can be bought on the market for only £77 per acre. 116 ACRES, Freehold, Levin, 4 miles from Stratford on a good metalled road; close to school and cheese factory; 10 paddocks; houses, 2 houses; first class sheds, etc.	[707, 1191, 921, 1342]
advertisement	[934, 336, 1148, 496]
ad-signature: R. GRIFFITHS, Hon. Sec., Box 93, New Plymouth.	[501, 953, 674, 974]
ad-body	[1393, 823, 1913, 880]
ad-title: SPECIAL ENTRY.	[84, 806, 184, 818]
ad-title: EXCEPTIONAL VALUE.	[747, 1006, 882, 1019]
ad-body	[1393, 593, 1913, 661]
advertisement	[481, 109, 694, 222]
advertisement	[254, 999, 468, 1142]
advertisement	[1161, 869, 1380, 1012]
ad-title: SALE BY ORDER OF LIQUIDATOR.	[260, 1006, 462, 1019]
ad-signature: J. D. MARTIN M'INTYRE AND CO., ESTATE AGENTS AND BROKERS, 215 Lambton Quay, WELLINGTON.	[1410, 1083, 1896, 1093]
